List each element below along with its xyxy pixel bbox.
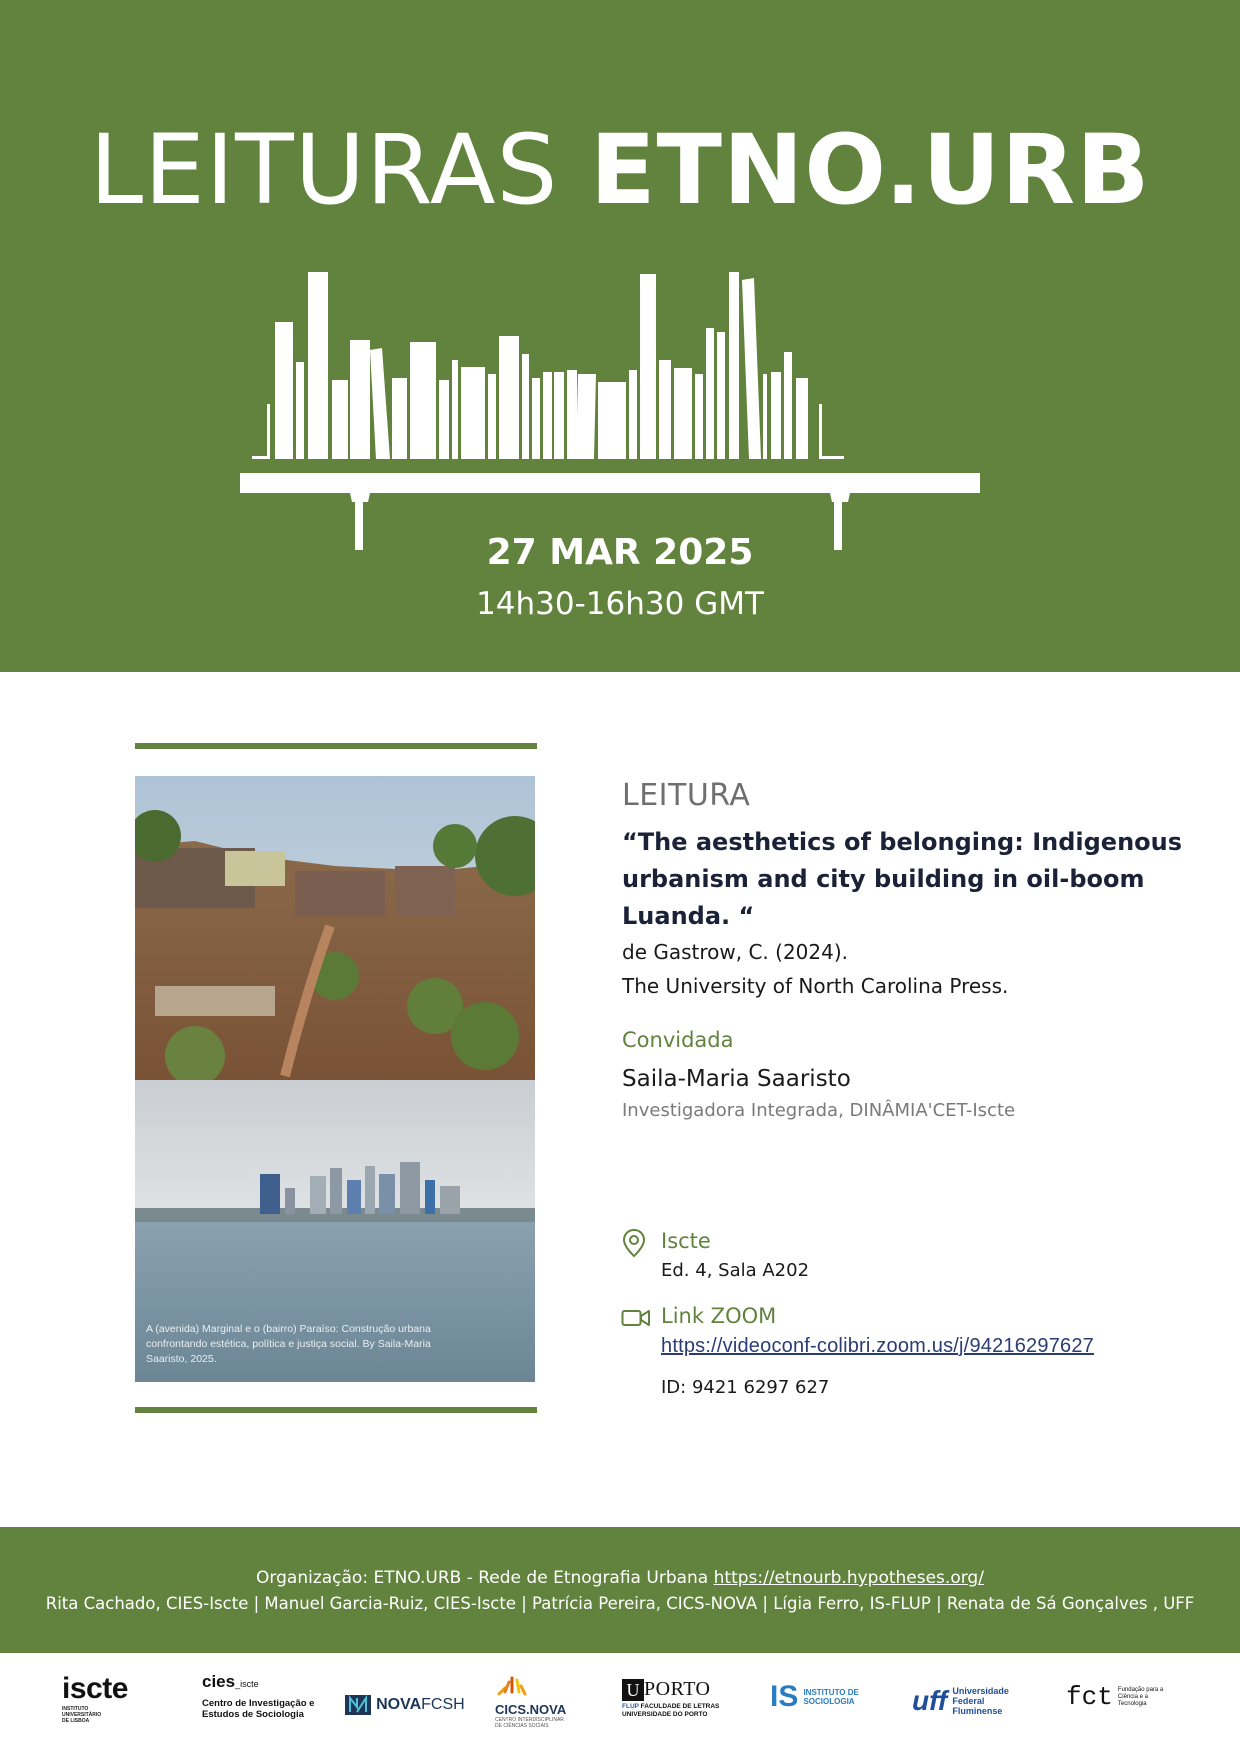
bottom-divider <box>135 1407 537 1413</box>
guest-name: Saila-Maria Saaristo <box>622 1066 851 1092</box>
book-author: de Gastrow, C. (2024). <box>622 940 849 964</box>
uporto-u-icon: U <box>622 1679 644 1701</box>
cics-nova-mark-icon <box>495 1672 529 1698</box>
uporto-logo-sub <box>622 1703 732 1719</box>
partner-logos <box>0 1672 1240 1742</box>
is-logo-name: INSTITUTO DE SOCIOLOGIA <box>803 1688 859 1706</box>
organization-text: Organização: ETNO.URB - Rede de Etnografia Urbana <box>256 1568 714 1588</box>
map-pin-icon <box>622 1228 646 1258</box>
cics-nova-name: CICS.NOVA <box>495 1702 567 1717</box>
event-title <box>0 110 1240 230</box>
zoom-meeting-id: ID: 9421 6297 627 <box>661 1377 830 1398</box>
fct-logo-sub: Fundação para a Ciência e a Tecnologia <box>1117 1686 1164 1707</box>
iscte-logo-sub: INSTITUTO UNIVERSITÁRIO DE LISBOA <box>62 1706 102 1724</box>
uporto-logo-wordmark <box>622 1678 732 1701</box>
cies-logo-name <box>202 1672 322 1692</box>
location-name: Iscte <box>661 1229 711 1253</box>
nova-mark-icon <box>345 1695 371 1715</box>
iscte-logo[interactable] <box>62 1672 162 1742</box>
footer-banner <box>0 1527 1240 1653</box>
event-date: 27 MAR 2025 <box>486 532 754 573</box>
iscte-logo-name: iscte <box>62 1672 128 1705</box>
photo-caption: A (avenida) Marginal e o (bairro) Paraíso: Construção urbana confrontando estética, política e justiça social. By Saila-Maria Saaristo, 2025. <box>146 1323 431 1365</box>
header-banner <box>0 0 1240 672</box>
guest-label: Convidada <box>622 1028 734 1052</box>
uporto-logo[interactable] <box>622 1678 732 1748</box>
cics-nova-logo[interactable] <box>495 1672 595 1742</box>
luanda-photo <box>135 776 535 1382</box>
uporto-logo-name: PORTO <box>644 1678 711 1700</box>
flup-text: FLUP <box>622 1703 639 1710</box>
cics-nova-sub: CENTRO INTERDISCIPLINAR DE CIÊNCIAS SOCIAIS <box>495 1717 564 1729</box>
guest-affiliation: Investigadora Integrada, DINÂMIA'CET-Iscte <box>622 1100 1016 1121</box>
uff-mark-icon: uff <box>912 1685 948 1716</box>
book-title: “The aesthetics of belonging: Indigenous urbanism and city building in oil-boom Luanda. “ <box>622 828 1183 930</box>
title-light: LEITURAS <box>89 114 559 226</box>
zoom-label: Link ZOOM <box>661 1304 777 1328</box>
section-label: LEITURA <box>622 778 751 813</box>
cies-logo[interactable] <box>202 1672 322 1742</box>
nova-fcsh-text <box>376 1696 465 1713</box>
uporto-faculty-text: FACULDADE DE LETRAS UNIVERSIDADE DO PORTO <box>622 1703 720 1718</box>
top-divider <box>135 743 537 749</box>
cies-logo-sub: Centro de Investigação e Estudos de Sociologia <box>202 1698 315 1720</box>
uff-logo-name: Universidade Federal Fluminense <box>952 1686 1009 1716</box>
instituto-sociologia-logo[interactable] <box>770 1682 880 1752</box>
photo-illustration <box>135 776 535 1382</box>
cies-logo-suffix: _iscte <box>235 1679 259 1689</box>
book-publisher: The University of North Carolina Press. <box>622 974 1009 998</box>
organization-line <box>0 1567 1240 1589</box>
reading-info <box>622 776 1182 1003</box>
fcsh-text: FCSH <box>421 1696 465 1713</box>
title-bold: ETNO.URB <box>589 114 1151 226</box>
organizers-list: Rita Cachado, CIES-Iscte | Manuel Garcia-Ruiz, CIES-Iscte | Patrícia Pereira, CICS-NOVA | Lígia Ferro, IS-FLUP | Renata de Sá Gonçalves , UFF <box>45 1594 1195 1613</box>
uff-logo[interactable] <box>912 1686 1042 1756</box>
fct-logo[interactable] <box>1066 1682 1176 1752</box>
cies-logo-word: cies <box>202 1672 236 1691</box>
organization-link[interactable]: https://etnourb.hypotheses.org/ <box>713 1568 984 1588</box>
nova-text: NOVA <box>376 1696 422 1713</box>
zoom-link[interactable]: https://videoconf-colibri.zoom.us/j/94216297627 <box>661 1335 1094 1357</box>
is-mark-icon: IS <box>770 1680 799 1713</box>
location-room: Ed. 4, Sala A202 <box>661 1260 810 1281</box>
fct-logo-name: fct <box>1066 1682 1113 1712</box>
video-camera-icon <box>621 1308 651 1328</box>
bookshelf-illustration <box>240 262 1000 552</box>
event-time: 14h30-16h30 GMT <box>476 586 764 622</box>
